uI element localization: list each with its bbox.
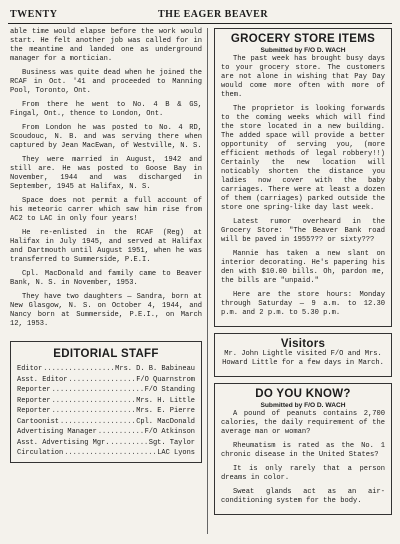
- editorial-staff-box: [10, 341, 202, 463]
- grocery-title: GROCERY STORE ITEMS: [230, 33, 376, 45]
- staff-role: Reporter: [17, 407, 51, 415]
- staff-row: [17, 406, 195, 417]
- fact-paragraph: Rheumatism is rated as the No. 1 chronic disease in the United States?: [221, 442, 385, 459]
- staff-name: Mrs. H. Little: [136, 396, 195, 405]
- staff-row: [17, 448, 195, 459]
- leader-dots: [68, 375, 135, 386]
- leader-dots: [60, 417, 135, 428]
- leader-dots: [110, 438, 147, 449]
- editorial-staff-title: EDITORIAL STAFF: [53, 348, 159, 360]
- staff-name: LAC Lyons: [157, 449, 195, 457]
- leader-dots: [98, 427, 144, 438]
- staff-row: [17, 438, 195, 449]
- leader-dots: [43, 364, 114, 375]
- do-you-know-byline: Submitted by F/O D. WACH: [260, 402, 346, 409]
- right-column: [214, 28, 392, 521]
- page-number: TWENTY: [10, 9, 58, 20]
- grocery-paragraph: Mannie has taken a new slant on interior decorating. He's papering his den with $10.00 bills. Oh, pardon me, the bills are "unpaid.": [221, 250, 385, 285]
- article-paragraph: He re-enlisted in the RCAF (Reg) at Halifax in July 1945, and served at Halifax and Dartmouth until August 1951, when he was transferred to Summerside, P.E.I.: [10, 229, 202, 264]
- grocery-paragraph: The proprietor is looking forwards to the coming weeks which will find the store located in a new building. The added space will provide a better opportunity of serving you, (more efficient methods of legal robbery!!) Certainly the new location will noticably shorten the distance you ladies now cover with the baby carriages. There were at least a dozen of them (carriages) parked outside the store one spring-like day last week.: [221, 105, 385, 212]
- article-paragraph: able time would elapse before the work would start. He felt another job was called for in the meantime and landed one as underground manager for a mortician.: [10, 28, 202, 63]
- article-paragraph: They have two daughters — Sandra, born at New Glasgow, N. S. on October 4, 1944, and Nancy born at Summerside, P.E.I., on March 12, 1953.: [10, 293, 202, 328]
- grocery-paragraph: The past week has brought busy days to your grocery store. The customers are not alone in wishing that Pay Day would come more often with more of them.: [221, 55, 385, 99]
- staff-role: Circulation: [17, 449, 64, 457]
- header-rule: [8, 23, 392, 24]
- staff-row: [17, 417, 195, 428]
- visitors-text: Mr. John Lightle visited F/O and Mrs. Howard Little for a few days in March.: [222, 350, 384, 367]
- staff-row: [17, 427, 195, 438]
- staff-name: F/O Standing: [144, 386, 195, 394]
- grocery-byline: Submitted by F/O D. WACH: [260, 47, 346, 54]
- article-paragraph: From there he went to No. 4 B & GS, Fingal, Ont., thence to London, Ont.: [10, 101, 202, 118]
- leader-dots: [52, 406, 136, 417]
- staff-role: Cartoonist: [17, 417, 60, 426]
- staff-name: F/O Quarnstrom: [136, 375, 195, 384]
- article-paragraph: Space does not permit a full account of his meteoric carrer which saw him rise from AC2 to LAC in only four years!: [10, 197, 202, 223]
- staff-role: Reporter: [17, 396, 51, 405]
- left-column: [10, 28, 202, 469]
- fact-paragraph: Sweat glands act as an air-conditioning system for the body.: [221, 488, 385, 505]
- staff-row: [17, 375, 195, 386]
- column-divider: [207, 28, 208, 534]
- leader-dots: [52, 396, 136, 407]
- staff-role: Editor: [17, 365, 43, 373]
- staff-name: Sgt. Taylor: [148, 438, 195, 447]
- leader-dots: [64, 448, 156, 459]
- article-paragraph: They were married in August, 1942 and still are. He was posted to Goose Bay in November, 1944 and was discharged in September, 1945 at Halifax, N. S.: [10, 156, 202, 191]
- staff-name: F/O Atkinson: [144, 428, 195, 436]
- grocery-paragraph: Latest rumor overheard in the Grocery Store: "The Beaver Bank road will be paved in 1955??? or sixty???: [221, 218, 385, 244]
- staff-row: [17, 385, 195, 396]
- page-header: [8, 6, 392, 22]
- visitors-title: Visitors: [280, 338, 326, 350]
- article-paragraph: Business was quite dead when he joined the RCAF in Oct. '41 and proceeded to Manning Pool, Toronto, Ont.: [10, 69, 202, 95]
- staff-row: [17, 396, 195, 407]
- publication-title: THE EAGER BEAVER: [158, 9, 269, 20]
- staff-row: [17, 364, 195, 375]
- staff-role: Asst. Advertising Mgr.: [17, 438, 110, 447]
- staff-name: Mrs. E. Pierre: [136, 407, 195, 415]
- visitors-box: [214, 333, 392, 377]
- staff-role: Reporter: [17, 386, 51, 394]
- article-paragraph: From London he was posted to No. 4 RD, Scoudouc, N. B. and was serving there when captured by Jean MacEwan, of Westville, N. S.: [10, 124, 202, 150]
- fact-paragraph: A pound of peanuts contains 2,700 calories, the daily requirement of the average man or woman?: [221, 410, 385, 436]
- staff-name: Mrs. D. B. Babineau: [115, 365, 195, 373]
- leader-dots: [52, 385, 144, 396]
- staff-role: Advertising Manager: [17, 428, 97, 436]
- staff-role: Asst. Editor: [17, 375, 68, 384]
- do-you-know-box: [214, 383, 392, 515]
- staff-name: Cpl. MacDonald: [136, 417, 195, 426]
- do-you-know-title: DO YOU KNOW?: [255, 388, 351, 400]
- fact-paragraph: It is only rarely that a person dreams in color.: [221, 465, 385, 482]
- grocery-store-box: [214, 28, 392, 327]
- grocery-paragraph: Here are the store hours: Monday through Saturday — 9 a.m. to 12.30 p.m. and 2 p.m. to 5.30 p.m.: [221, 291, 385, 317]
- article-paragraph: Cpl. MacDonald and family came to Beaver Bank, N. S. in November, 1953.: [10, 270, 202, 287]
- newsletter-page: [8, 6, 392, 540]
